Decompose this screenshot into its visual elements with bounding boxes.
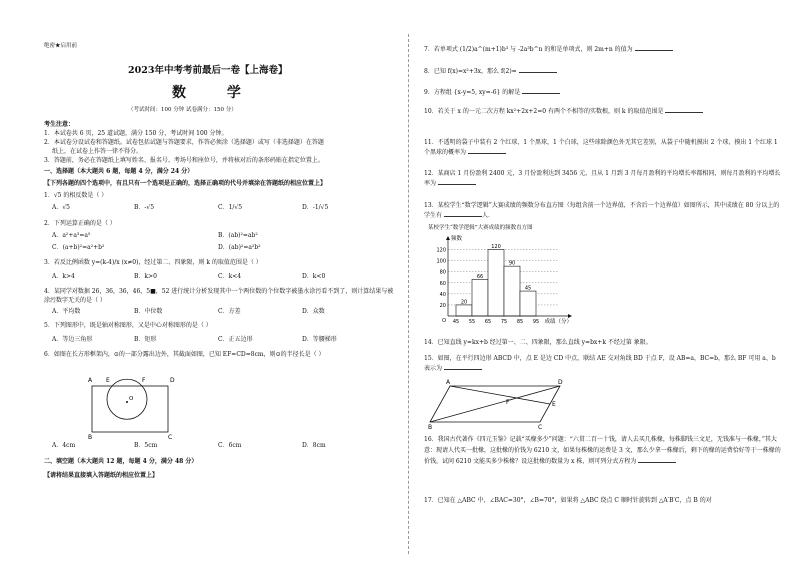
x-axis-arrow [568, 314, 572, 318]
answer-blank [635, 44, 673, 51]
section1-title: 一、选择题（本大题共 6 题，每题 4 分，满分 24 分） [44, 168, 194, 175]
question-text: 15．如图，在平行四边形 ABCD 中，点 E 是边 CD 中点，联结 AE 交对角线 BD 于点 F，设 AB=a，BC=b，那么 BF 可用 a、b 表示为 [424, 355, 776, 372]
option: A．√5 [52, 204, 70, 211]
question-text: 12．某商店 1 月份盈利 2400 元，3 月份盈利达到 3456 元，且从 1 月到 3 月每月盈利的平均增长率都相同，则每月盈利的平均增长率为 [424, 170, 781, 187]
option: C．方差 [218, 308, 241, 315]
note-item: 1．本试卷共 6 页，25 道试题，满分 150 分，考试时间 100 分钟。 [44, 130, 228, 137]
y-tick-label: 60 [439, 280, 446, 287]
answer-blank [522, 87, 560, 94]
question-text: 11．不透明的袋子中装有 2 个红球、1 个黑球，1 个白球，这些球除颜色外无其它差别，从袋子中随机摸出 2 个球，摸出 1 个红球 1 个黑球的概率为 [424, 139, 778, 156]
right-column [412, 0, 794, 562]
question-12 [424, 169, 782, 188]
figure-q15 [428, 378, 568, 430]
fig15-label-c: C [538, 424, 543, 430]
bar-value-label: 45 [524, 285, 532, 292]
fig6-label-b: B [88, 434, 93, 440]
option: C．1/√5 [218, 204, 243, 211]
note-item: 2．本试卷分设试卷和答题纸。试卷包括试题与答题要求，作答必须涂（选择题）或写（非选择题）在答题 [44, 139, 324, 146]
subject-title: 数 学 [172, 85, 259, 101]
note-item: 纸上，在试卷上作答一律不得分。 [52, 148, 143, 155]
answer-blank [468, 147, 506, 154]
origin-label: O [442, 318, 446, 324]
question-10 [424, 106, 782, 116]
question-text: 16．我国古代著作《四元玉鉴》记载“买椽多少”问题：“六贯二百一十钱，请人去买几株椽，每株脚钱三文足，无钱准与一株椽，”其大意：现请人代买一批椽，这批椽的价钱为 6210 文，如果每株椽的运费是 3 文，那么少拿一株椽后，剩下的椽的运费恰好等于一株椽的价钱，试问 6210 文能买多少株椽？设这批椽的数量为 x 株，则可列分式方程为 [424, 436, 781, 465]
question-stem: 5．下列图形中，既是轴对称图形，又是中心对称图形的是（ ） [44, 322, 212, 329]
histogram-bar [520, 291, 536, 316]
option: B．5cm [134, 442, 158, 449]
figure-q6 [86, 368, 176, 440]
fig15-label-f: F [506, 399, 510, 406]
y-axis-label: 频数 [451, 236, 463, 242]
x-tick-label: 45 [452, 319, 460, 325]
confidential-mark: 绝密★启用前 [44, 43, 78, 49]
option: D．-1/√5 [302, 204, 329, 211]
option: D．等腰梯形 [302, 336, 337, 343]
question-stem: 6．如图在长方形框架内，⊙的一部分露出边外，其截面如图，已知 EF=CD=8cm，则⊙的半径长是（ ） [44, 351, 325, 358]
option: A．等边三角形 [52, 336, 93, 343]
fig15-label-a: A [446, 379, 451, 386]
answer-blank [665, 106, 703, 113]
x-tick-label: 85 [516, 319, 524, 325]
option: B．矩形 [134, 336, 157, 343]
histogram-bar [456, 305, 472, 316]
fig6-label-o: O [129, 396, 134, 402]
option: D．(ab)²=a²b² [218, 244, 261, 251]
exam-title: 2023年中考考前最后一卷【上海卷】 [128, 65, 288, 76]
x-tick-label: 55 [468, 319, 476, 325]
question-8 [424, 66, 557, 76]
option: C．(a+b)²=a²+b² [52, 244, 105, 251]
question-9 [424, 87, 560, 97]
option: A．k>4 [52, 273, 75, 280]
question-tail: 人． [481, 212, 494, 219]
option: A．4cm [52, 442, 76, 449]
question-text: 10．若关于 x 的一元二次方程 kx²+2x+2=0 有两个不相等的实数根，则 k 的取值范围是 [424, 108, 664, 115]
chart-title: 某校学生“数学逻辑”大赛成绩的频数直方图 [428, 225, 533, 231]
x-tick-label: 65 [484, 319, 492, 325]
question-15 [424, 354, 782, 373]
fig15-label-e: E [552, 401, 556, 408]
y-axis-arrow [446, 236, 450, 240]
question-stem: 4．某同学对数据 26，36，36，46，5■，52 进行统计分析发现其中一个两位数的个位数字被墨水涂污看不到了，则计算结果与被涂污数字无关的是（ ） [44, 288, 394, 304]
question-14: 14．已知直线 y=kx+b 经过第一、二、四象限，那么直线 y=bx+k 不经过第 象限。 [424, 339, 652, 346]
answer-blank [638, 456, 676, 463]
option: C．正五边形 [218, 336, 253, 343]
option: A．平均数 [52, 308, 81, 315]
question-16 [424, 434, 782, 467]
option: D．k<0 [302, 273, 326, 280]
option: C．6cm [218, 442, 242, 449]
option: B．-√5 [134, 204, 155, 211]
note-item: 3．答题前，务必在答题纸上填写姓名、报名号、考场号和座位号，并将核对后的条形码贴在指定位置上。 [44, 157, 324, 164]
answer-blank [444, 210, 482, 217]
bar-value-label: 20 [460, 299, 468, 306]
answer-blank [438, 178, 476, 185]
option: A．a²+a³=a⁵ [52, 232, 91, 239]
y-tick-label: 40 [439, 291, 446, 298]
option: B．k>0 [134, 273, 157, 280]
column-divider [408, 34, 409, 554]
histogram-chart [426, 234, 586, 332]
y-tick-label: 100 [436, 258, 446, 265]
question-stem: 3．若反比例函数 y=(k-4)/x (x≠0)，经过第二、四象限，则 k 的取值范围是（ ） [44, 259, 262, 266]
fig15-label-b: B [428, 424, 433, 430]
fig6-label-e: E [106, 377, 110, 384]
section1-instruction: 【下列各题的四个选项中，有且只有一个选项是正确的，选择正确项的代号并填涂在答题纸的相应位置上】 [44, 180, 327, 187]
y-tick-label: 20 [439, 302, 446, 309]
question-text: 13．某校学生“数学逻辑”大赛成绩的频数分布直方图（每组含前一个边界值，不含后一个边界值）如图所示，其中成绩在 80 分以上的学生有 [424, 202, 780, 219]
histogram-bar [488, 250, 504, 316]
bar-value-label: 120 [491, 244, 501, 251]
question-text: 9．方程组 {x-y=5, xy=-6} 的解是 [424, 89, 521, 96]
question-7 [424, 44, 673, 54]
question-17: 17．已知在 △ABC 中，∠BAC=30°，∠B=70°，如果将 △ABC 绕点 C 顺时针旋转到 △A′B′C，点 B 的对 [424, 497, 712, 504]
option: D．8cm [302, 442, 326, 449]
option: B．中位数 [134, 308, 163, 315]
question-text: 8．已知 f(x)=x²+3x，那么 f(2)= [424, 68, 517, 75]
y-tick-label: 80 [439, 269, 446, 276]
answer-blank [444, 363, 482, 370]
question-stem: 1．√5 的相反数是（ ） [44, 192, 108, 199]
bar-value-label: 66 [476, 273, 484, 280]
y-tick-label: 120 [436, 247, 446, 254]
option: B．(ab)²=ab² [218, 232, 258, 239]
fig6-label-a: A [88, 377, 93, 384]
exam-info: （考试时间：100 分钟 试卷满分：150 分） [128, 107, 237, 113]
histogram-bar [504, 266, 520, 316]
question-stem: 2．下列运算正确的是（ ） [44, 220, 116, 227]
fig6-label-c: C [168, 434, 173, 440]
x-tick-label: 75 [500, 319, 508, 325]
fig6-label-f: F [142, 377, 146, 384]
histogram-bar [472, 279, 488, 316]
answer-blank [519, 66, 557, 73]
fig6-label-d: D [170, 377, 175, 384]
question-11 [424, 138, 782, 157]
section2-instruction: 【请将结果直接填入答题纸的相应位置上】 [44, 472, 159, 479]
section2-title: 二、填空题（本大题共 12 题，每题 4 分，满分 48 分） [44, 458, 198, 465]
fig15-label-d: D [558, 379, 563, 386]
question-text: 7．若单项式 (1/2)a^(m+1)b³ 与 -2a³b^n 的和是单项式，则 2m+n 的值为 [424, 46, 633, 53]
x-axis-label: 成绩（分） [544, 319, 572, 325]
bar-value-label: 90 [508, 260, 516, 267]
option: D．众数 [302, 308, 325, 315]
x-tick-label: 95 [532, 319, 540, 325]
notes-heading: 考生注意： [44, 121, 75, 128]
option: C．k<4 [218, 273, 242, 280]
question-13 [424, 201, 782, 220]
